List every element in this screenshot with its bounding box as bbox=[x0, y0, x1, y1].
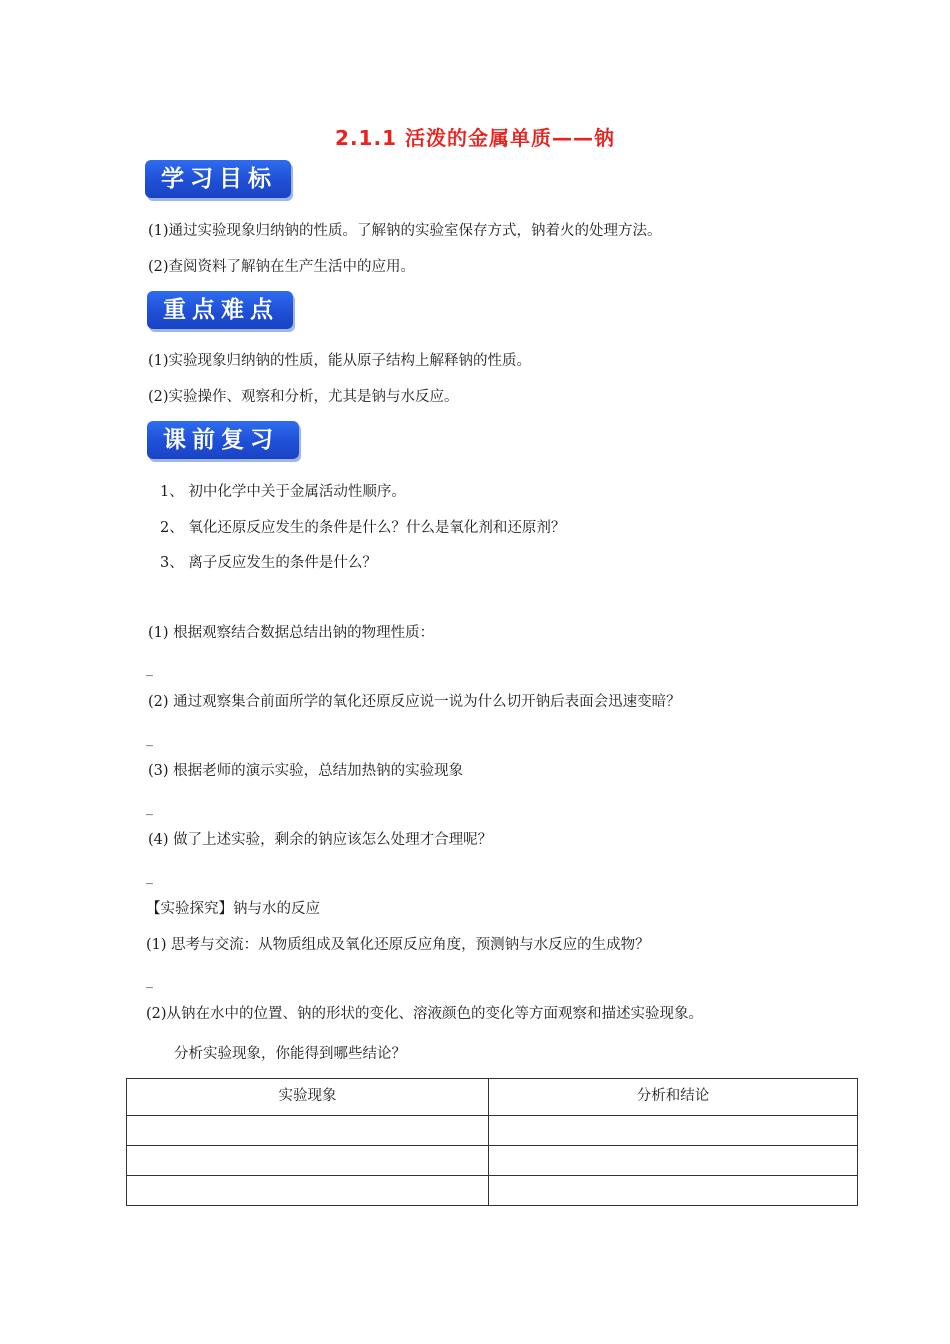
answer-blank-1: _ bbox=[146, 661, 153, 677]
table-cell bbox=[489, 1176, 858, 1206]
question-3: (3) 根据老师的演示实验，总结加热钠的实验现象 bbox=[148, 763, 464, 779]
answer-blank-4: _ bbox=[146, 869, 153, 885]
question-4: (4) 做了上述实验，剩余的钠应该怎么处理才合理呢？ bbox=[148, 832, 493, 848]
experiment-prompt: 分析实验现象，你能得到哪些结论？ bbox=[174, 1046, 406, 1062]
experiment-question-1: (1) 思考与交流：从物质组成及氧化还原反应角度，预测钠与水反应的生成物？ bbox=[146, 937, 650, 953]
table-header-phenomenon: 实验现象 bbox=[127, 1079, 489, 1116]
table-header-conclusion: 分析和结论 bbox=[489, 1079, 858, 1116]
section-badge-key-points: 重点难点 bbox=[147, 291, 293, 329]
table-cell bbox=[489, 1146, 858, 1176]
answer-blank-2: _ bbox=[146, 731, 153, 747]
review-item-1: 1、 初中化学中关于金属活动性顺序。 bbox=[160, 484, 406, 500]
answer-blank-3: _ bbox=[146, 800, 153, 816]
table-row bbox=[127, 1176, 858, 1206]
goal-item-2: (2)查阅资料了解钠在生产生活中的应用。 bbox=[148, 259, 416, 275]
question-2: (2) 通过观察集合前面所学的氧化还原反应说一说为什么切开钠后表面会迅速变暗？ bbox=[148, 694, 681, 710]
table-row bbox=[127, 1116, 858, 1146]
goal-item-1: (1)通过实验现象归纳钠的性质。了解钠的实验室保存方式，钠着火的处理方法。 bbox=[148, 223, 662, 239]
answer-blank-5: _ bbox=[146, 973, 153, 989]
review-item-2: 2、 氧化还原反应发生的条件是什么？什么是氧化剂和还原剂？ bbox=[160, 520, 566, 536]
section-badge-review: 课前复习 bbox=[147, 421, 299, 459]
question-1: (1) 根据观察结合数据总结出钠的物理性质： bbox=[148, 625, 435, 641]
table-cell bbox=[127, 1116, 489, 1146]
key-point-item-1: (1)实验现象归纳钠的性质，能从原子结构上解释钠的性质。 bbox=[148, 353, 532, 369]
table-cell bbox=[489, 1116, 858, 1146]
table-cell bbox=[127, 1146, 489, 1176]
key-point-item-2: (2)实验操作、观察和分析，尤其是钠与水反应。 bbox=[148, 389, 459, 405]
result-table bbox=[126, 1078, 858, 1206]
table-header-row bbox=[127, 1079, 858, 1116]
section-badge-goals: 学习目标 bbox=[145, 160, 291, 198]
table-row bbox=[127, 1146, 858, 1176]
page-title: 2.1.1 活泼的金属单质——钠 bbox=[335, 126, 615, 150]
review-item-3: 3、 离子反应发生的条件是什么？ bbox=[160, 555, 377, 571]
experiment-question-2: (2)从钠在水中的位置、钠的形状的变化、溶液颜色的变化等方面观察和描述实验现象。 bbox=[146, 1006, 704, 1022]
table-cell bbox=[127, 1176, 489, 1206]
experiment-heading: 【实验探究】钠与水的反应 bbox=[146, 901, 320, 917]
